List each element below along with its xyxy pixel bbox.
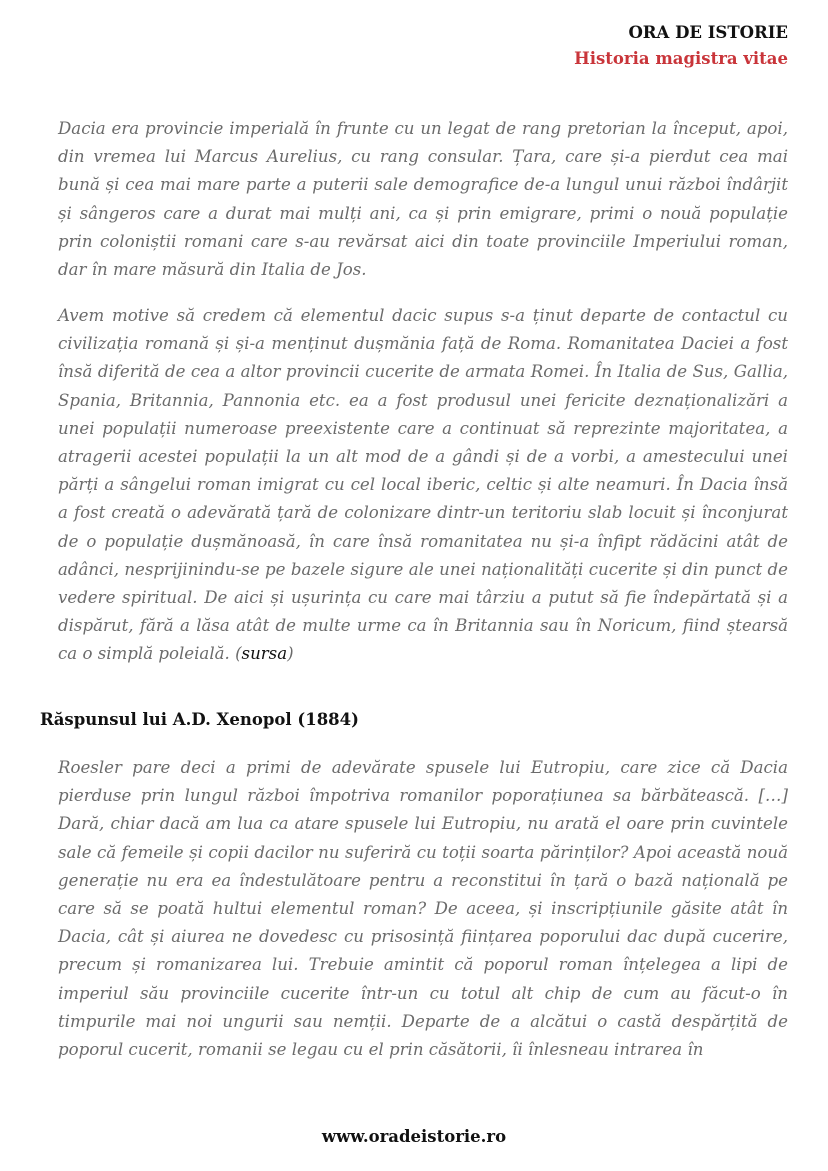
quote-paragraph-3 [58, 754, 788, 1064]
quote-text: Avem motive să credem că elementul dacic supus s-a ținut departe de contactul cu civilizația romană și și-a menținut dușmănia față de Roma. Romanitatea Daciei a fost însă diferită de cea a altor provincii cucerite de armata Romei. În Italia de Sus, Gallia, Spania, Britannia, Pannonia etc. ea a fost produsul unei fericite deznaționalizări a unei populații numeroase preexistente care a continuat să reprezinte majoritatea, a atragerii acestei populații la un alt mod de a gândi și de a vorbi, a amestecului unei părți a sângelui roman imigrat cu cel local iberic, celtic și alte neamuri. În Dacia însă a fost creată o adevărată țară de colonizare dintr-un teritoriu slab locuit și înconjurat de o populație dușmănoasă, în care însă romanitatea nu și-a înfipt rădăcini atât de adânci, nesprijinindu-se pe bazele sigure ale unei naționalități cucerite și din punct de vedere spiritual. De aici și ușurința cu care mai târziu a putut să fie îndepărtată și a dispărut, fără a lăsa atât de multe urme ca în Britannia sau în Noricum, fiind ștearsă ca o simplă poleială. [58, 306, 788, 664]
quote-paragraph-2 [58, 302, 788, 669]
site-title: ORA DE ISTORIE [628, 23, 788, 42]
source-link[interactable]: sursa [241, 644, 288, 664]
source-paren-close: ) [287, 644, 294, 664]
source-paren-open: ( [229, 644, 242, 664]
section-heading: Răspunsul lui A.D. Xenopol (1884) [40, 710, 359, 729]
quote-text: Dacia era provincie imperială în frunte cu un legat de rang pretorian la început, apoi, din vremea lui Marcus Aurelius, cu rang consular. Țara, care și-a pierdut cea mai bună și cea mai mare parte a puterii sale demografice de-a lungul unui război îndârjit și sângeros care a durat mai mulți ani, ca și prin emigrare, primi o nouă populație prin coloniștii romani care s-au revărsat aici din toate provinciile Imperiului roman, dar în mare măsură din Italia de Jos. [58, 119, 788, 280]
quote-paragraph-1 [58, 115, 788, 284]
footer-url: www.oradeistorie.ro [321, 1127, 507, 1146]
page-header [574, 20, 788, 72]
quote-text: Roesler pare deci a primi de adevărate spusele lui Eutropiu, care zice că Dacia pierduse prin lungul război împotriva romanilor poporațiunea sa bărbătească. […] Dară, chiar dacă am lua ca atare spusele lui Eutropiu, nu arată el oare prin cuvintele sale că femeile și copii dacilor nu suferiră cu toții soarta părinților? Apoi această nouă generație nu era ea îndestulătoare pentru a reconstitui în țară o bază națională pe care să se poată hultui elementul roman? De aceea, și inscripțiunile găsite atât în Dacia, cât și aiurea ne dovedesc cu prisosință ființarea poporului dac după cucerire, precum și romanizarea lui. Trebuie amintit că poporul roman înțelegea a lipi de imperiul său provinciile cucerite într-un cu totul alt chip de cum au făcut-o în timpurile mai noi ungurii sau nemții. Departe de a alcătui o castă despărțită de poporul cucerit, romanii se legau cu el prin căsătorii, îi înlesneau intrarea în [58, 758, 788, 1060]
site-subtitle: Historia magistra vitae [574, 49, 788, 68]
